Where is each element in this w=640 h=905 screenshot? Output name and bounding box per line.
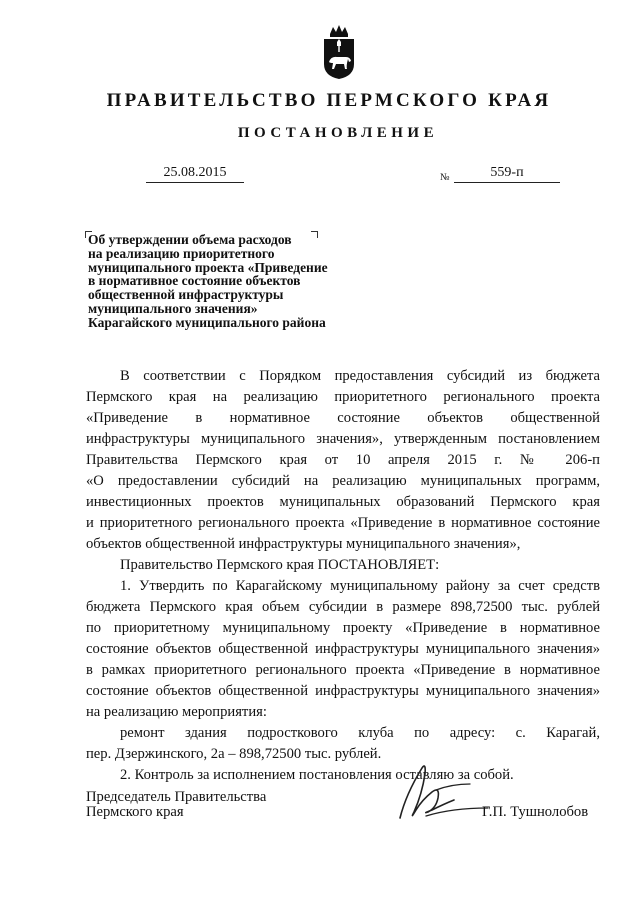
body-line: инфраструктуры муниципального значения», утвержденным постановлением (86, 431, 600, 447)
subject-line: на реализацию приоритетного (88, 245, 275, 261)
document-date: 25.08.2015 (146, 165, 244, 183)
body-line: Пермского края на реализацию приоритетного регионального проекта (86, 389, 600, 405)
body-line: пер. Дзержинского, 2а – 898,72500 тыс. рублей. (86, 746, 382, 762)
body-line: и приоритетного регионального проекта «Приведение в нормативное состояние (86, 515, 600, 531)
body-line: состояние объектов общественной инфраструктуры муниципального значения» (86, 641, 600, 657)
body-line: 2. Контроль за исполнением постановления оставляю за собой. (120, 767, 514, 783)
subject-line: Об утверждении объема расходов (88, 232, 292, 247)
body-line: на реализацию мероприятия: (86, 704, 267, 720)
subject-line: общественной инфраструктуры (88, 287, 284, 303)
document-number: 559-п (454, 165, 560, 183)
signatory-name: Г.П. Тушнолобов (482, 804, 589, 820)
document-type: ПОСТАНОВЛЕНИЕ (237, 125, 439, 141)
body-line: инвестиционных проектов муниципальных образований Пермского края (86, 494, 600, 510)
subject-line: в нормативное состояние объектов (88, 273, 301, 289)
document-subject (88, 233, 388, 330)
subject-line: Карагайского муниципального района (88, 314, 326, 330)
body-line: в рамках приоритетного регионального проекта «Приведение в нормативное (86, 662, 600, 678)
resolution-line: Правительство Пермского края ПОСТАНОВЛЯЕТ: (120, 557, 440, 573)
body-line: состояние объектов общественной инфраструктуры муниципального значения» (86, 683, 600, 699)
body-line: бюджета Пермского края объем субсидии в размере 898,72500 тыс. рублей (86, 599, 600, 615)
document-body (86, 366, 600, 786)
signatory-position-line: Пермского края (86, 804, 184, 820)
body-line: В соответствии с Порядком предоставления субсидий из бюджета (120, 368, 600, 384)
perm-krai-coat-of-arms-icon (321, 22, 357, 80)
signatory-position (86, 790, 266, 820)
body-line: «О предоставлении субсидий на реализацию муниципальных программ, (86, 473, 600, 489)
body-line: «Приведение в нормативное состояние объектов общественной (86, 410, 600, 426)
body-line: Правительства Пермского края от 10 апреля 2015 г. № 206-п (86, 452, 600, 468)
body-line: по приоритетному муниципальному проекту «Приведение в нормативное (86, 620, 600, 636)
body-line: 1. Утвердить по Карагайскому муниципальному району за счет средств (120, 578, 600, 594)
body-line: ремонт здания подросткового клуба по адресу: с. Карагай, (120, 725, 600, 741)
body-line: объектов общественной инфраструктуры муниципального значения», (86, 536, 521, 552)
government-title: ПРАВИТЕЛЬСТВО ПЕРМСКОГО КРАЯ (106, 90, 552, 111)
subject-line: муниципального значения» (88, 300, 258, 316)
signatory-position-line: Председатель Правительства (86, 789, 267, 805)
subject-line: муниципального проекта «Приведение (88, 259, 328, 275)
number-label: № (440, 172, 450, 183)
